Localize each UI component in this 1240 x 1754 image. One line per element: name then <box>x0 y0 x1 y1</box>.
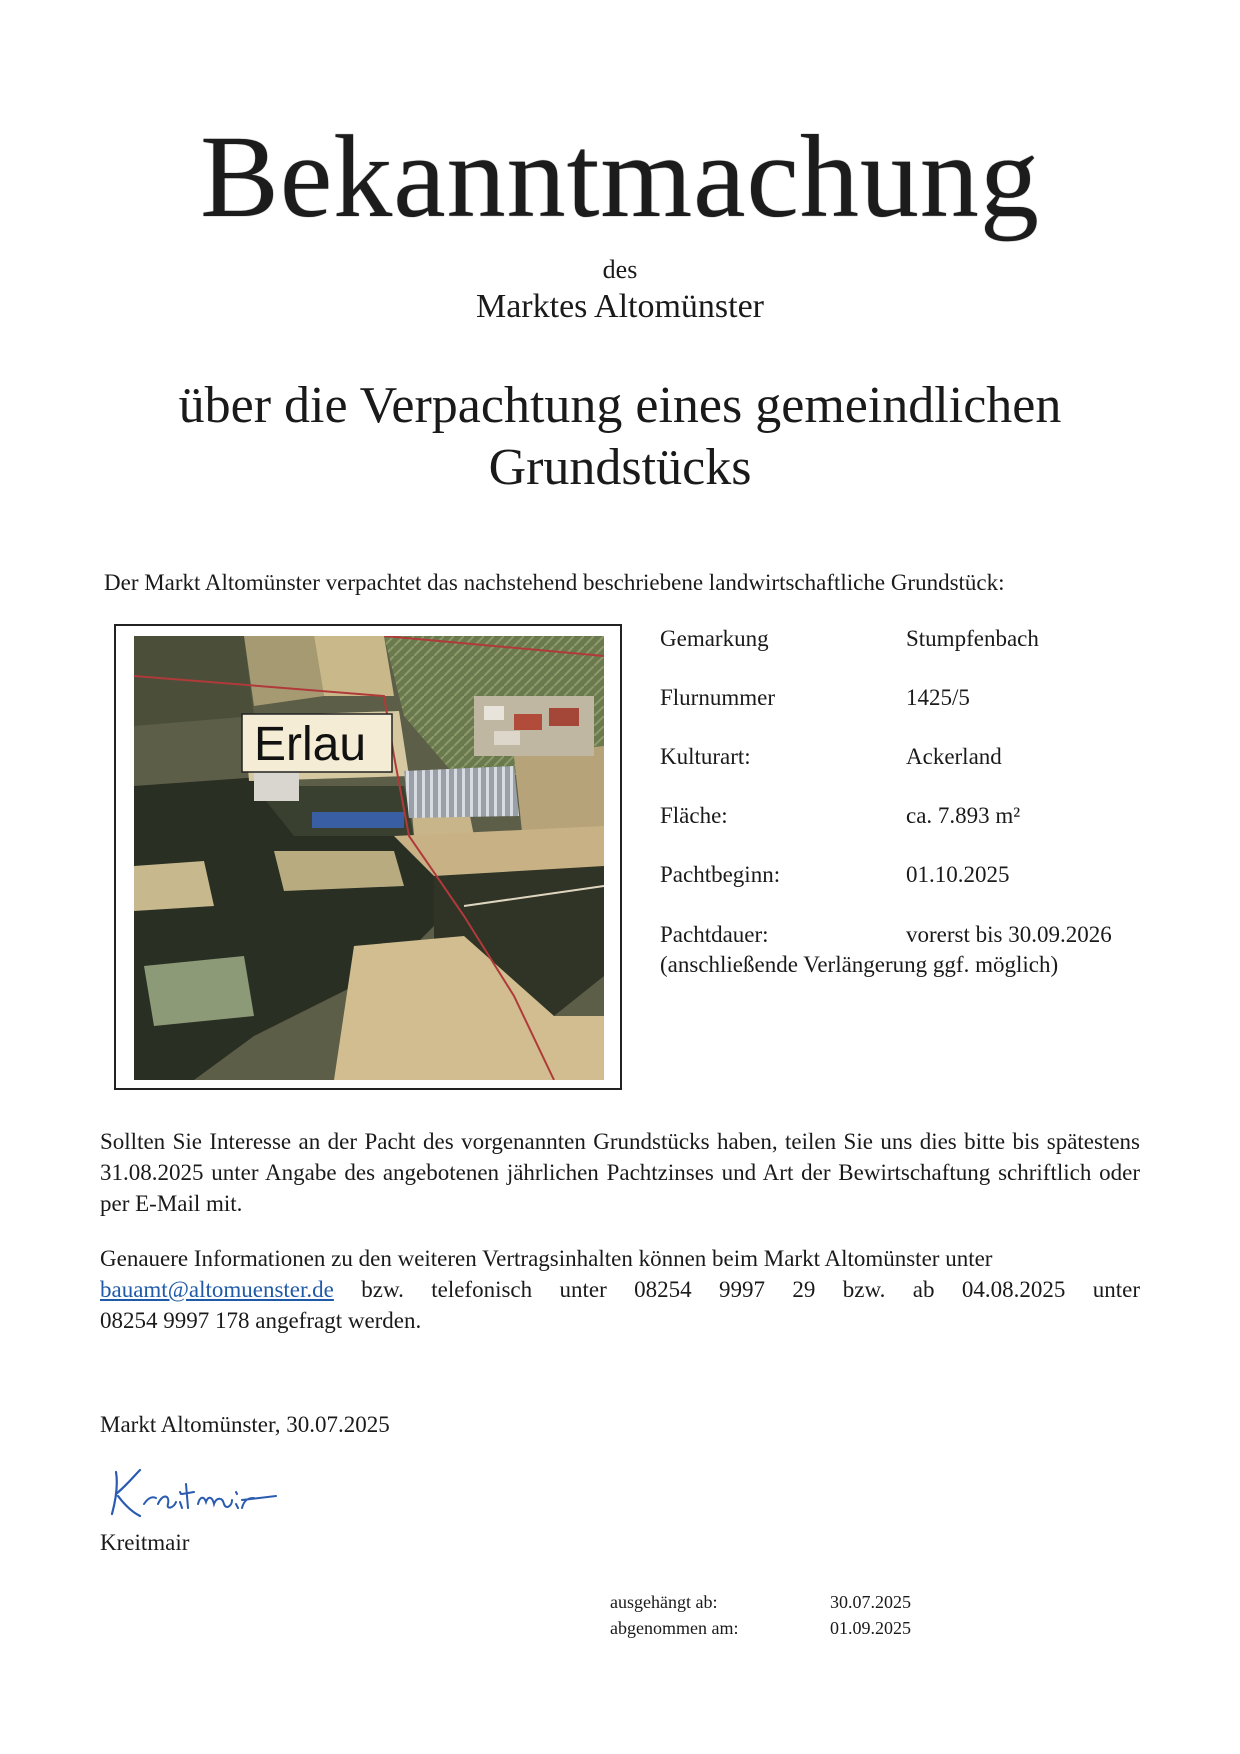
posted-date: 30.07.2025 <box>830 1592 911 1612</box>
farm-building <box>254 771 299 801</box>
paragraph-interest: Sollten Sie Interesse an der Pacht des vorgenannten Grundstücks haben, teilen Sie uns dies bitte bis spätestens 31.08.2025 unter Angabe des angebotenen jährlichen Pachtzinses und Art der Bewirtschaftung schriftlich oder per E-Mail mit. <box>100 1129 1140 1216</box>
place-date: Markt Altomünster, 30.07.2025 <box>100 1412 390 1437</box>
removed-date: 01.09.2025 <box>830 1618 911 1638</box>
property-value: 01.10.2025 <box>906 862 1010 887</box>
document-title: Bekanntmachung <box>200 111 1040 242</box>
property-label: Kulturart: <box>660 744 751 769</box>
info-line-2 <box>100 1274 1140 1305</box>
field <box>314 636 394 696</box>
building <box>514 714 542 730</box>
subtitle <box>0 375 1240 499</box>
field <box>144 956 254 1026</box>
parcel-highlight <box>312 812 404 828</box>
posted-label: ausgehängt ab: <box>610 1592 718 1612</box>
email-link[interactable]: bauamt@altomuenster.de <box>100 1277 334 1302</box>
property-value: vorerst bis 30.09.2026 <box>906 922 1112 947</box>
property-value: Ackerland <box>906 744 1002 769</box>
field <box>134 861 214 911</box>
building <box>494 731 520 745</box>
property-label: Pachtbeginn: <box>660 862 781 887</box>
field <box>274 851 404 891</box>
aerial-map-frame <box>114 624 622 1090</box>
property-note: (anschließende Verlängerung ggf. möglich) <box>660 952 1059 977</box>
title-des: des <box>602 255 638 284</box>
building <box>484 706 504 720</box>
intro-text: Der Markt Altomünster verpachtet das nachstehend beschriebene landwirtschaftliche Grundstück: <box>104 570 1005 595</box>
field <box>244 636 324 706</box>
handwritten-signature <box>104 1464 294 1524</box>
subtitle-line-2: Grundstücks <box>488 439 752 496</box>
property-label: Fläche: <box>660 803 728 828</box>
subtitle-line-1: über die Verpachtung eines gemeindlichen <box>178 377 1062 434</box>
aerial-map <box>134 636 604 1080</box>
property-label: Flurnummer <box>660 685 775 710</box>
building <box>549 708 579 726</box>
info-line-1: Genauere Informationen zu den weiteren Vertragsinhalten können beim Markt Altomünster unter <box>100 1246 993 1271</box>
greenhouse-field <box>404 766 519 818</box>
property-label: Gemarkung <box>660 626 769 651</box>
property-label: Pachtdauer: <box>660 922 769 947</box>
paragraph-info <box>100 1243 1140 1336</box>
property-value: Stumpfenbach <box>906 626 1039 651</box>
signatory-name: Kreitmair <box>100 1530 190 1555</box>
issuer-name: Marktes Altomünster <box>475 288 765 325</box>
property-value: 1425/5 <box>906 685 970 710</box>
place-label: Erlau <box>254 718 367 771</box>
info-line-2-text: bzw. telefonisch unter 08254 9997 29 bzw. ab 04.08.2025 unter <box>333 1277 1140 1302</box>
property-value: ca. 7.893 m² <box>906 803 1021 828</box>
info-line-3: 08254 9997 178 angefragt werden. <box>100 1308 422 1333</box>
removed-label: abgenommen am: <box>610 1618 739 1638</box>
